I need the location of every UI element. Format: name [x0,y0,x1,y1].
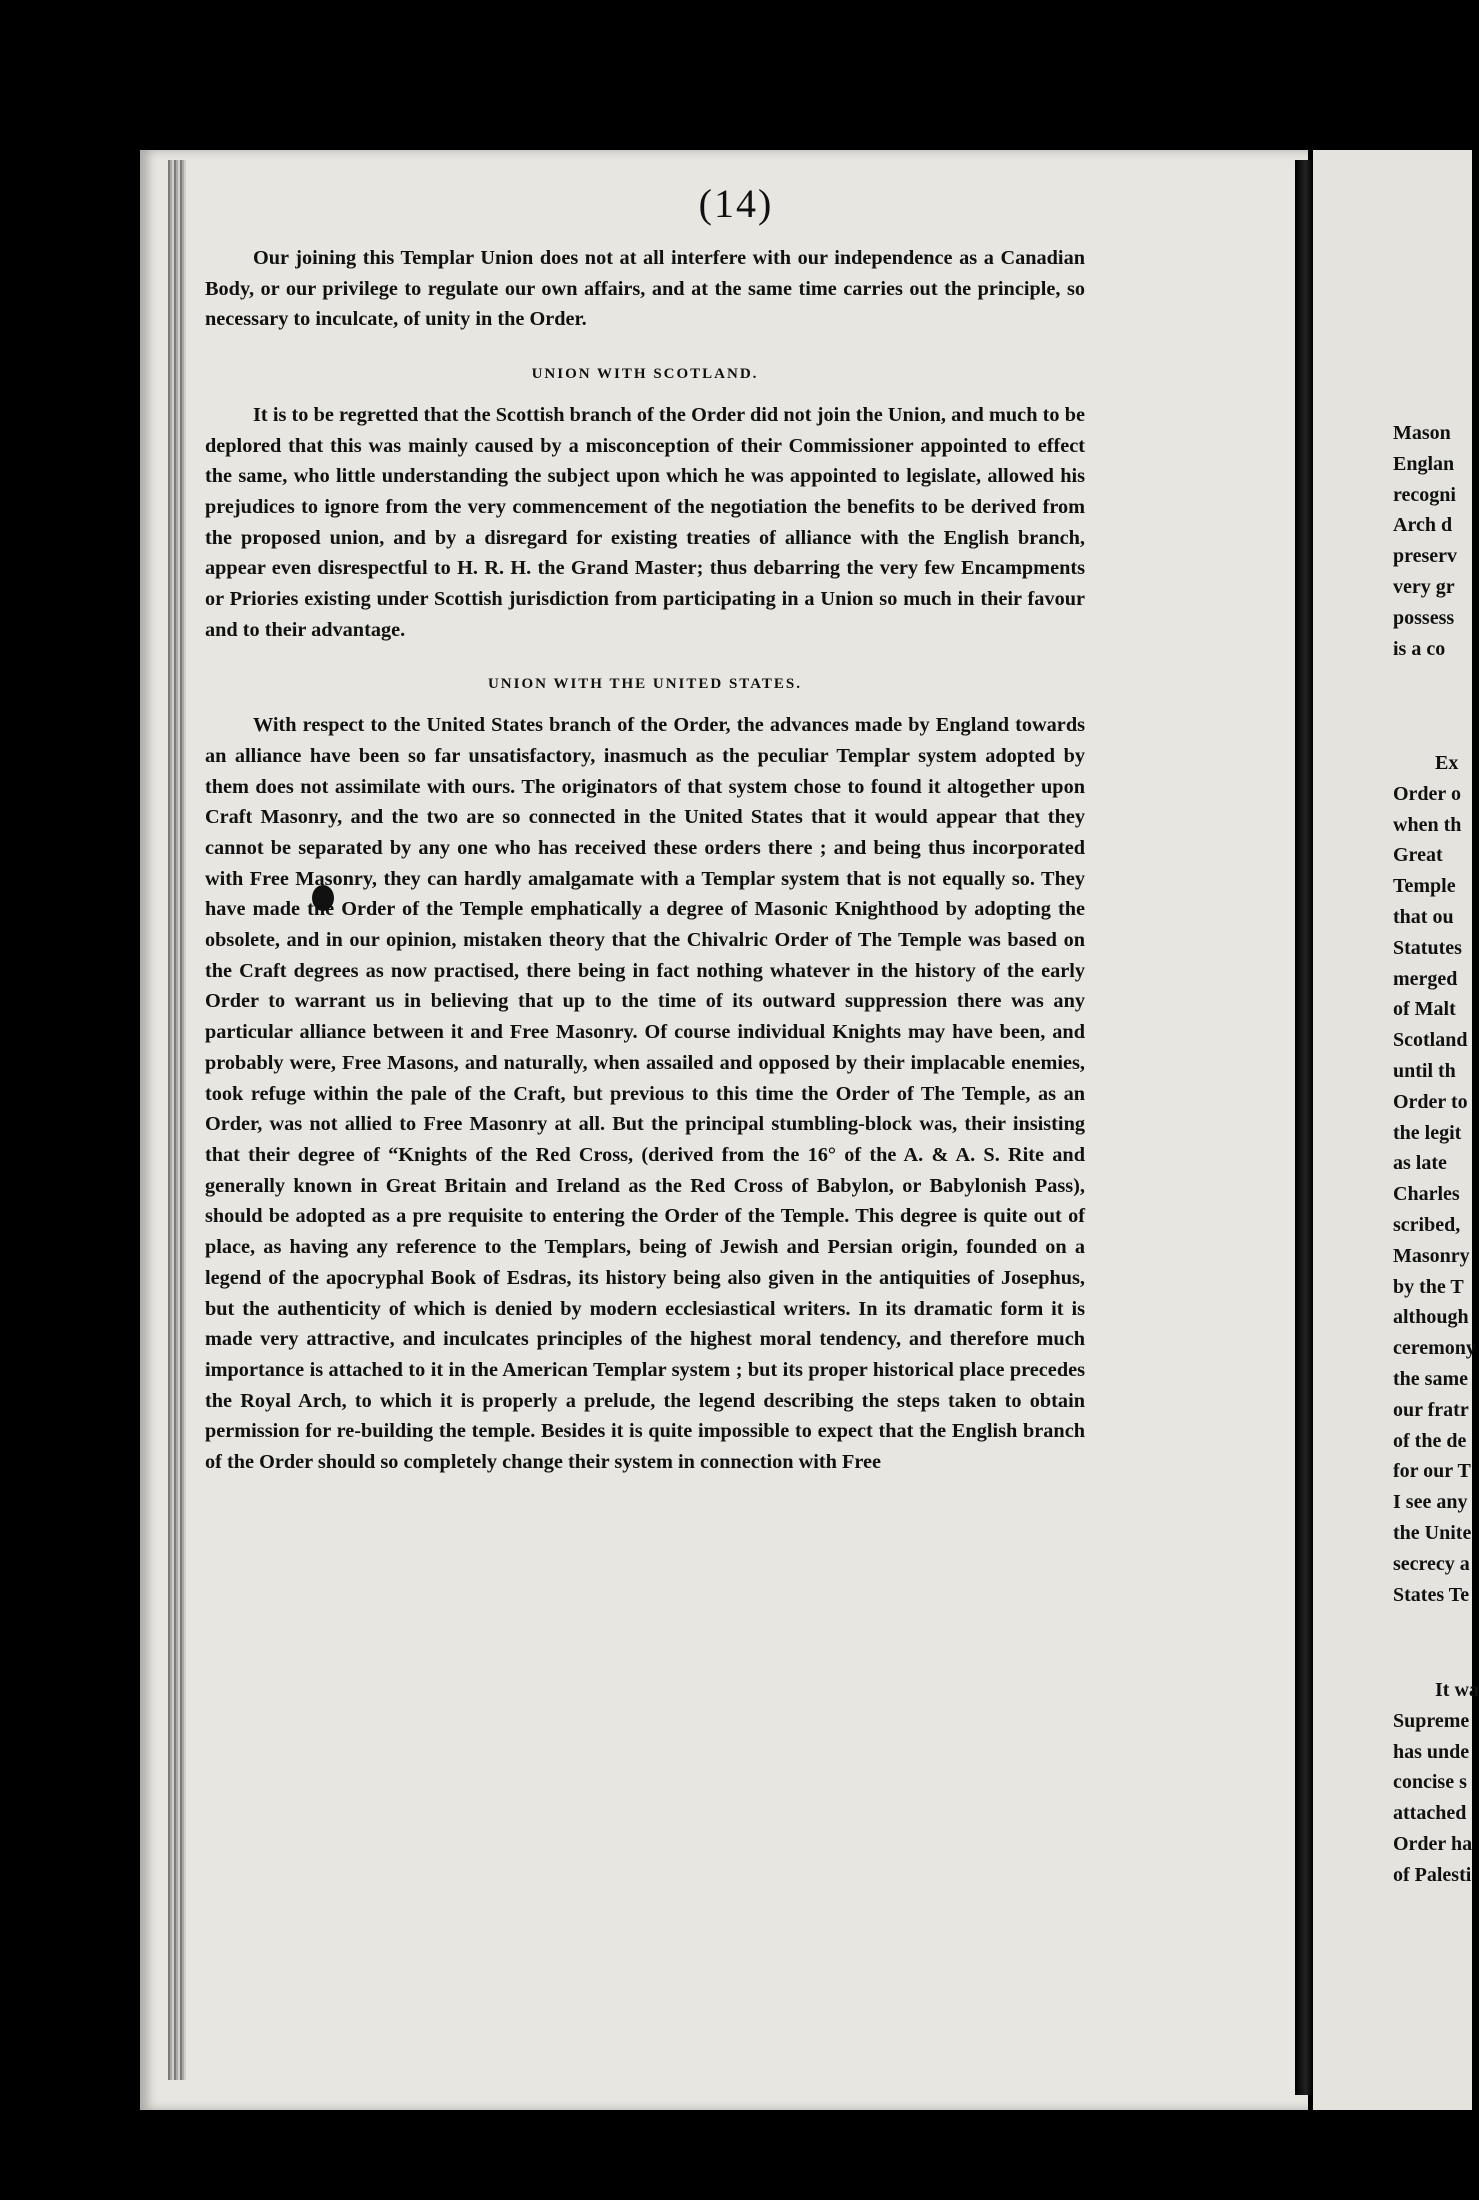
page-binding-edge [168,160,186,2080]
next-page-line: merged [1393,967,1458,990]
next-page-line: for our T [1393,1460,1471,1483]
next-page-line: Arch d [1393,514,1453,537]
next-page-line: concise s [1393,1771,1467,1794]
next-page-block-2 [1393,748,1476,1610]
next-page-line: Scotland [1393,1029,1468,1052]
next-page-line: has unde [1393,1740,1470,1763]
next-page-line: that ou [1393,905,1454,928]
next-page-line: Order ha [1393,1832,1473,1855]
next-page-line: I see any [1393,1491,1468,1514]
next-page-line: Statutes [1393,936,1462,959]
next-page-line: although [1393,1306,1469,1329]
next-page-line: our fratr [1393,1398,1469,1421]
next-page-line: the legit [1393,1121,1462,1144]
next-page-line: by the T [1393,1275,1464,1298]
next-page-line: Ex [1435,752,1459,774]
next-page-line: Order to [1393,1090,1468,1113]
next-page-line: scribed, [1393,1213,1461,1236]
next-page-line: ceremony [1393,1337,1476,1360]
next-page-line: until th [1393,1059,1456,1082]
next-page-line: secrecy a [1393,1552,1470,1575]
next-page-line: Englan [1393,452,1455,475]
next-page-line: Order o [1393,782,1461,805]
page-body [205,243,1085,1478]
next-page-line: Masonry [1393,1244,1470,1267]
next-page-line: attached [1393,1802,1467,1825]
next-page-line: Mason [1393,422,1451,444]
next-page-line: very gr [1393,575,1455,598]
united-states-paragraph: With respect to the United States branch of the Order, the advances made by England towards an alliance have been so far unsatisfactory, inasmuch as the peculiar Templar system adopted by them does not assimilate with ours. The originators of that system chose to found it altogether upon Craft Masonry, and the two are so connected in the United States that it would appear that they cannot be separated by any one who has received these orders there ; and being thus incorporated with Free Masonry, they can hardly amalgamate with a Templar system that is not equally so. They have made the Order of the Temple emphatically a degree of Masonic Knighthood by adopting the obsolete, and in our opinion, mistaken theory that the Chivalric Order of The Temple was based on the Craft degrees as now practised, there being in fact nothing whatever in the history of the early Order to warrant us in believing that up to the time of its outward suppression there was any particular alliance between it and Free Masonry. Of course individual Knights may have been, and probably were, Free Masons, and naturally, when assailed and opposed by their implacable enemies, took refuge within the pale of the Craft, but previous to this time the Order of The Temple, as an Order, was not allied to Free Masonry at all. But the principal stumbling-block was, their insisting that their degree of “Knights of the Red Cross, (derived from the 16° of the A. & A. S. Rite and generally known in Great Britain and Ireland as the Red Cross of Babylon, or Babylonish Pass), should be adopted as a pre requisite to entering the Order of the Temple. This degree is quite out of place, as having any reference to the Templars, being of Jewish and Persian origin, founded on a legend of the apocryphal Book of Esdras, its history being also given in the antiquities of Josephus, but the authenticity of which is denied by modern ecclesiastical writers. In its dramatic form it is made very attractive, and inculcates principles of the highest moral tendency, and therefore much importance is attached to it in the American Templar system ; but its proper historical place precedes the Royal Arch, to which it is properly a prelude, the legend describing the steps taken to obtain permission for re-building the temple. Besides it is quite impossible to expect that the English branch of the Order should so completely change their system in connection with Free [205,714,1085,1474]
next-page-line: as late [1393,1152,1447,1175]
section-heading-united-states: UNION WITH THE UNITED STATES. [487,676,803,693]
next-page-line: possess [1393,606,1455,629]
next-page-block-1 [1393,418,1457,664]
next-page-line: States Te [1393,1583,1470,1606]
page-number: (14) [698,181,774,226]
section-heading-scotland: UNION WITH SCOTLAND. [531,366,759,383]
next-page-line: when th [1393,813,1462,836]
next-page-block-3 [1393,1675,1479,1891]
next-page-line: of the de [1393,1429,1467,1452]
next-page-line: Temple [1393,875,1456,898]
next-page-line: is a co [1393,637,1446,660]
next-page-line: Great [1393,844,1443,867]
next-page-line: the same [1393,1367,1468,1390]
next-page-line: Supreme [1393,1709,1470,1732]
intro-paragraph: Our joining this Templar Union does not at all interfere with our independence as a Canadian Body, or our privilege to regulate our own affairs, and at the same time carries out the principle, so necessary to inculcate, of unity in the Order. [205,247,1085,331]
next-page-line: Charles [1393,1183,1460,1206]
book-gutter [1295,160,1313,2095]
next-page-line: the Unite [1393,1521,1472,1544]
next-page-line: of Palesti [1393,1863,1472,1886]
next-page-line: of Malt [1393,998,1456,1021]
next-page-line: It wa [1435,1679,1479,1701]
next-page-line: recogni [1393,483,1456,506]
scotland-paragraph: It is to be regretted that the Scottish branch of the Order did not join the Union, and much to be deplored that this was mainly caused by a misconception of their Commissioner appointed to effect the same, who little understanding the subject upon which he was appointed to legislate, allowed his prejudices to ignore from the very commencement of the negotiation the benefits to be derived from the proposed union, and by a disregard for existing treaties of alliance with the English branch, appear even disrespectful to H. R. H. the Grand Master; thus debarring the very few Encampments or Priories existing under Scottish jurisdiction from participating in a Union so much in their favour and to their advantage. [205,403,1085,641]
next-page-line: preserv [1393,545,1458,568]
